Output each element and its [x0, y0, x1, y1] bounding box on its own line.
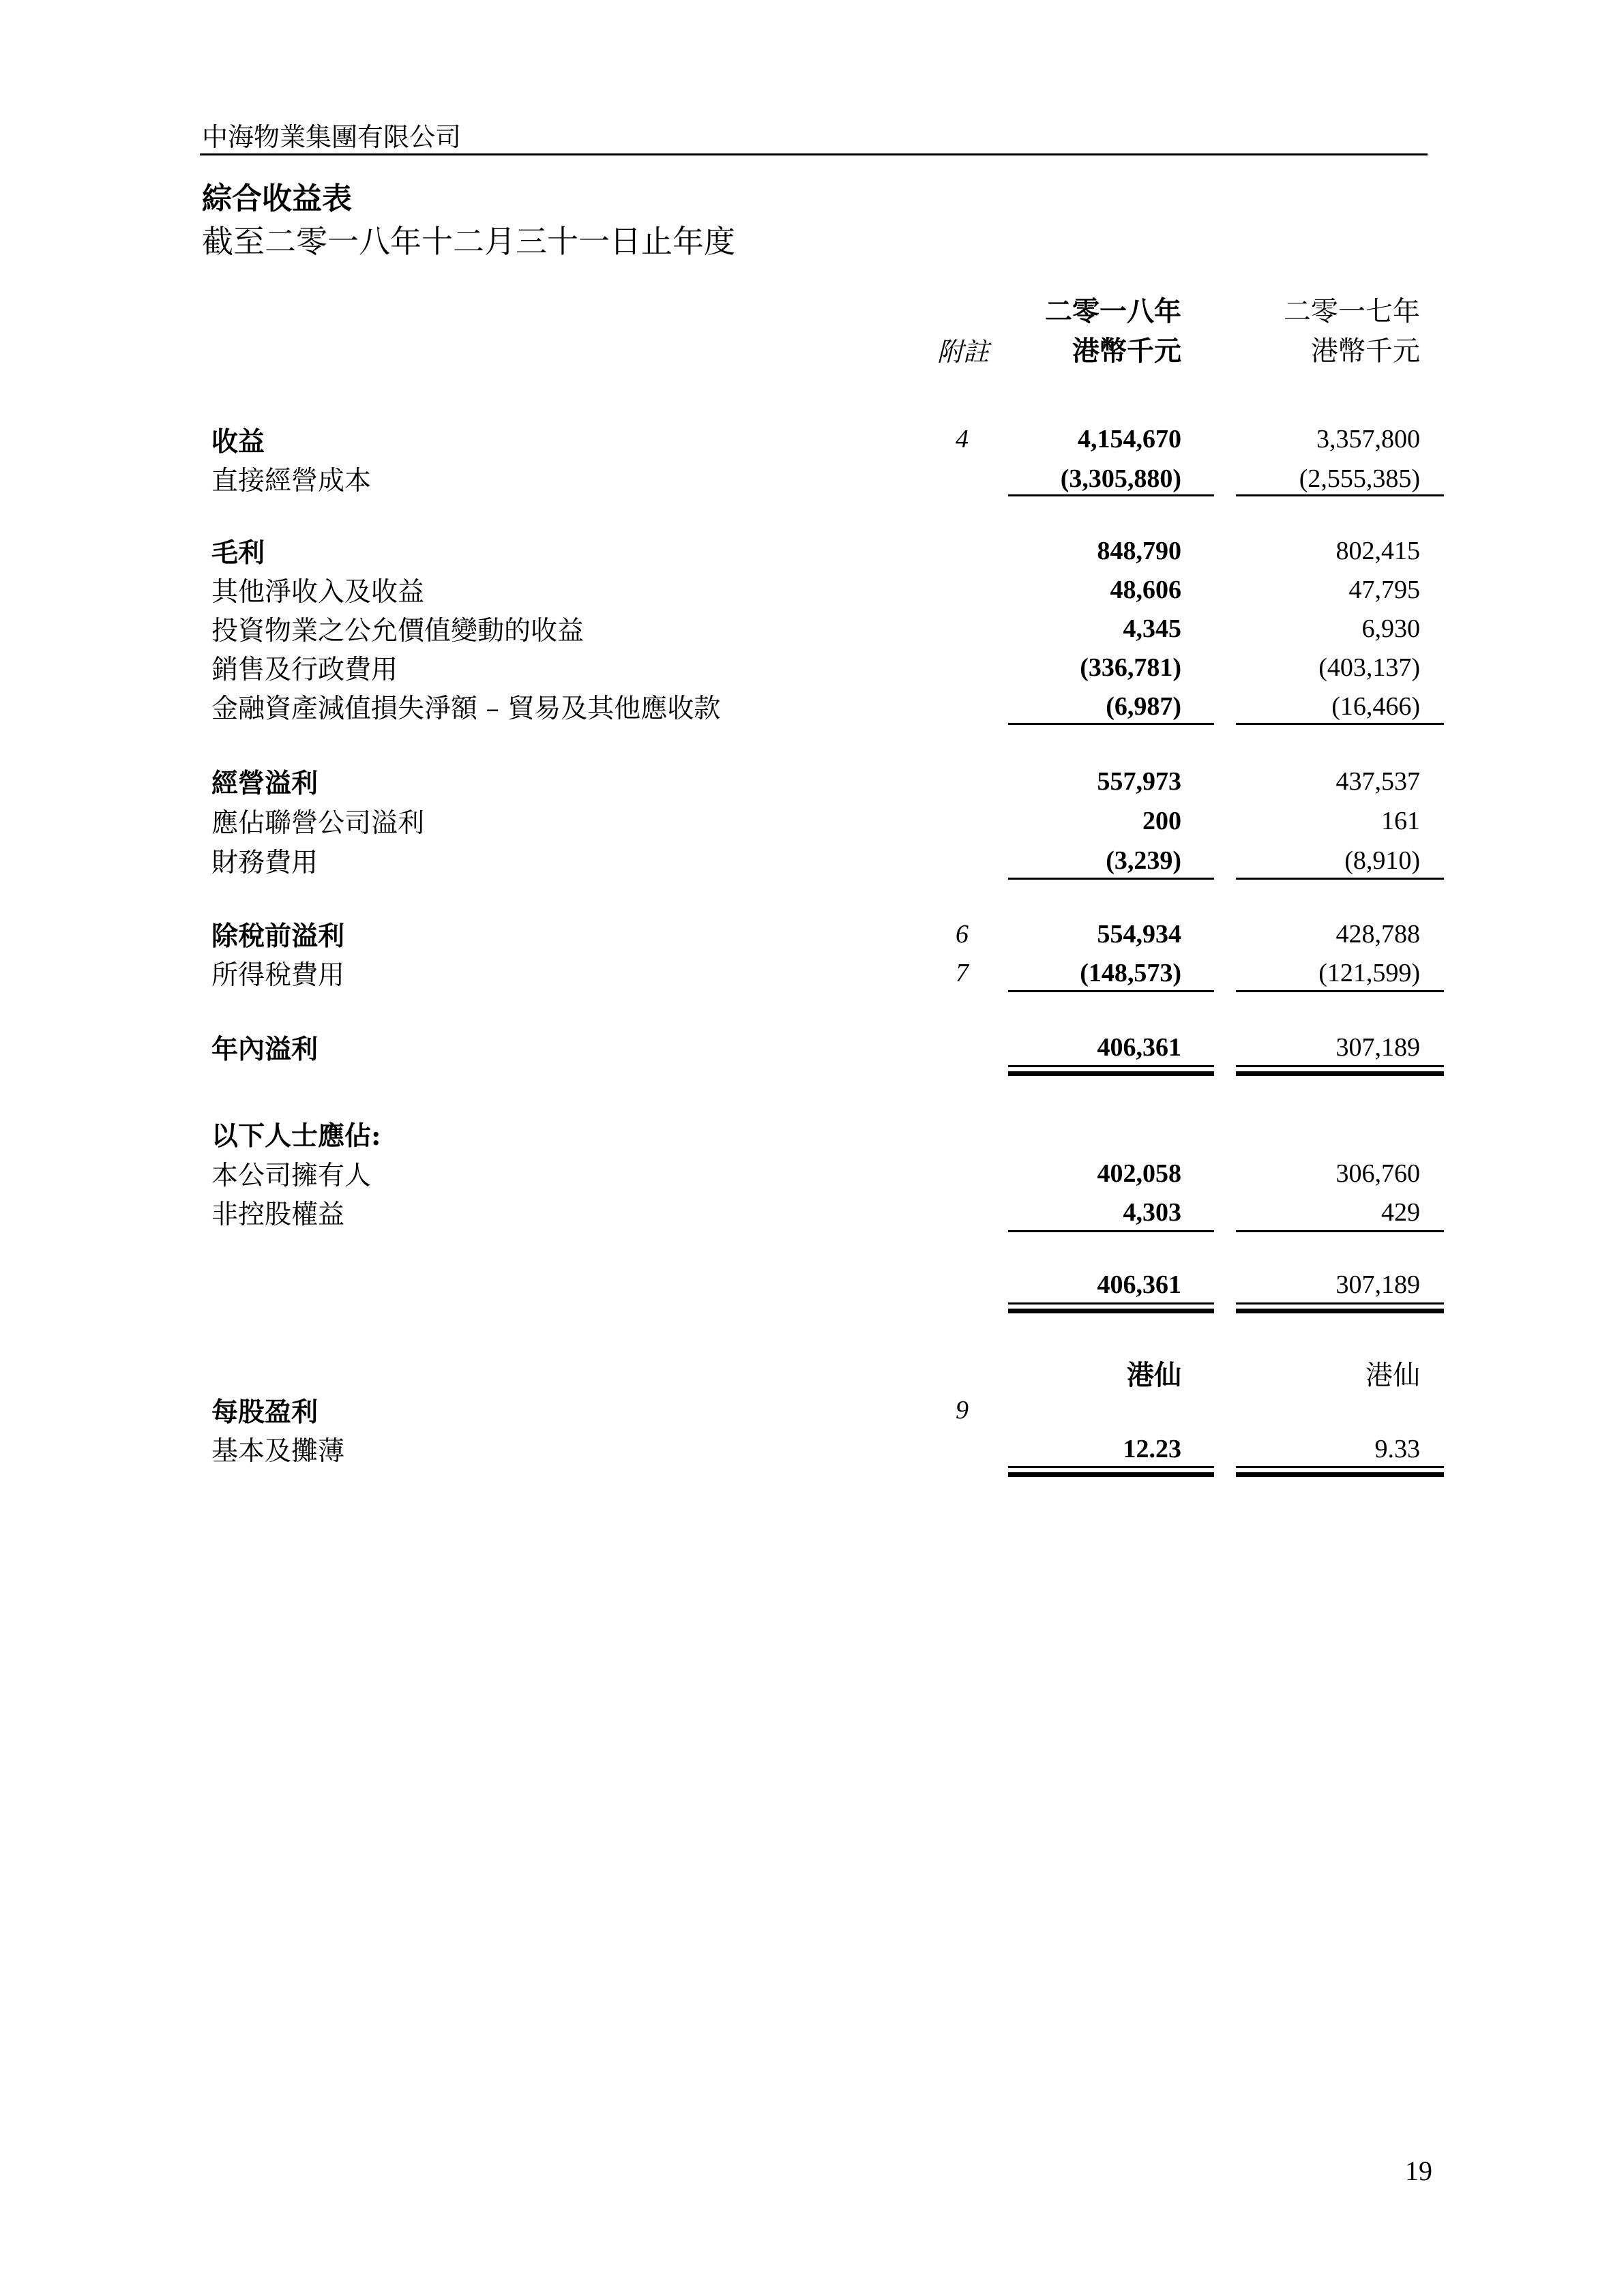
statement-title: 綜合收益表	[202, 181, 352, 216]
value-2017: 6,930	[1361, 614, 1420, 643]
row-label-income-tax: 所得稅費用	[211, 960, 345, 991]
value-2018: 557,973	[1097, 767, 1181, 796]
note-ref: 9	[956, 1396, 969, 1425]
row-label-fair-value: 投資物業之公允價值變動的收益	[211, 616, 585, 646]
value-2017: 47,795	[1348, 576, 1420, 604]
company-name: 中海物業集團有限公司	[202, 122, 462, 152]
attributable-heading: 以下人士應佔:	[211, 1120, 381, 1152]
value-2018: 4,154,670	[1078, 425, 1181, 453]
page-number: 19	[1405, 2156, 1432, 2186]
note-ref: 4	[956, 425, 969, 453]
value-2017: (403,137)	[1318, 653, 1420, 682]
eps-unit-2018: 港仙	[1127, 1359, 1181, 1391]
total-double-rule	[1236, 1065, 1444, 1076]
value-2018: 402,058	[1097, 1159, 1181, 1188]
value-2018: (3,305,880)	[1060, 464, 1181, 493]
row-label-other-income: 其他淨收入及收益	[211, 577, 425, 608]
subtotal-rule	[1236, 494, 1444, 496]
total-double-rule	[1236, 1302, 1444, 1313]
value-2017: (8,910)	[1344, 846, 1420, 875]
note-ref: 6	[956, 920, 969, 949]
row-label-finance-costs: 財務費用	[211, 848, 319, 878]
header-rule	[200, 153, 1428, 155]
value-2018: 406,361	[1097, 1270, 1181, 1299]
row-label-admin-expenses: 銷售及行政費用	[211, 655, 398, 685]
col-note: 附註	[936, 337, 989, 367]
value-2017: (2,555,385)	[1299, 464, 1420, 493]
eps-unit-2017: 港仙	[1365, 1360, 1420, 1391]
value-2017: 307,189	[1335, 1270, 1420, 1299]
value-2017: 428,788	[1335, 920, 1420, 949]
total-double-rule	[1236, 1466, 1444, 1477]
row-label-eps: 每股盈利	[211, 1397, 319, 1428]
subtotal-rule	[1008, 878, 1214, 880]
subtotal-rule	[1008, 723, 1214, 725]
row-label-profit-before-tax: 除稅前溢利	[211, 921, 345, 952]
value-2018: 4,345	[1123, 614, 1181, 643]
statement-period: 截至二零一八年十二月三十一日止年度	[202, 223, 735, 260]
col-2017-unit: 港幣千元	[1311, 336, 1420, 367]
value-2018: 200	[1142, 807, 1181, 835]
row-label-direct-cost: 直接經營成本	[211, 466, 372, 496]
subtotal-rule	[1236, 990, 1444, 992]
row-label-gross-profit: 毛利	[211, 537, 265, 569]
value-2017: 307,189	[1335, 1033, 1420, 1062]
row-label-nci: 非控股權益	[211, 1199, 345, 1230]
subtotal-rule	[1008, 494, 1214, 496]
col-2018-year: 二零一八年	[1045, 295, 1181, 327]
subtotal-rule	[1236, 878, 1444, 880]
value-2017: 3,357,800	[1316, 425, 1420, 453]
value-2018: (6,987)	[1106, 692, 1181, 721]
row-label-profit-for-year: 年內溢利	[211, 1034, 319, 1065]
value-2017: 306,760	[1335, 1159, 1420, 1188]
col-2017-year: 二零一七年	[1284, 296, 1420, 327]
row-label-revenue: 收益	[211, 426, 265, 458]
value-2018: (148,573)	[1080, 959, 1181, 987]
value-2018: 48,606	[1110, 576, 1181, 604]
row-label-associate: 應佔聯營公司溢利	[211, 808, 425, 839]
note-ref: 7	[956, 959, 969, 987]
row-label-impairment: 金融資產減值損失淨額 – 貿易及其他應收款	[211, 694, 721, 724]
row-label-eps-basic: 基本及攤薄	[211, 1436, 345, 1467]
subtotal-rule	[1236, 1230, 1444, 1232]
value-2017: 161	[1381, 807, 1420, 835]
subtotal-rule	[1008, 1230, 1214, 1232]
value-2017: (121,599)	[1318, 959, 1420, 987]
subtotal-rule	[1236, 723, 1444, 725]
value-2018: 406,361	[1097, 1033, 1181, 1062]
row-label-owners: 本公司擁有人	[211, 1161, 372, 1191]
value-2017: 9.33	[1374, 1435, 1420, 1463]
subtotal-rule	[1008, 990, 1214, 992]
value-2017: (16,466)	[1331, 692, 1420, 721]
value-2017: 437,537	[1335, 767, 1420, 796]
value-2017: 802,415	[1335, 537, 1420, 565]
total-double-rule	[1008, 1466, 1214, 1477]
value-2018: 848,790	[1097, 537, 1181, 565]
row-label-operating-profit: 經營溢利	[211, 768, 319, 799]
value-2018: 554,934	[1097, 920, 1181, 949]
value-2018: (3,239)	[1106, 846, 1181, 875]
total-double-rule	[1008, 1302, 1214, 1313]
value-2018: (336,781)	[1080, 653, 1181, 682]
col-2018-unit: 港幣千元	[1072, 335, 1181, 367]
value-2017: 429	[1381, 1198, 1420, 1227]
value-2018: 4,303	[1123, 1198, 1181, 1227]
value-2018: 12.23	[1123, 1435, 1181, 1463]
total-double-rule	[1008, 1065, 1214, 1076]
